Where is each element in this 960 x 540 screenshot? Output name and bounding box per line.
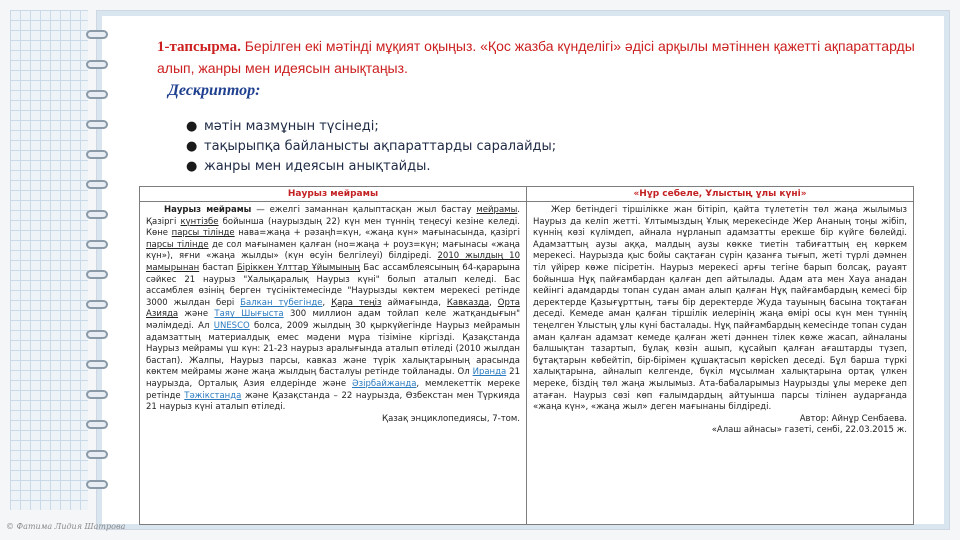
- link-kuntizbe[interactable]: күнтізбе: [180, 216, 219, 227]
- link-azerbaijan[interactable]: Әзірбайжанда: [351, 378, 417, 389]
- binder-ring-icon: [86, 30, 108, 39]
- bullet-icon: ●: [186, 139, 198, 154]
- link-un[interactable]: Біріккен Ұлттар Ұйымының: [236, 262, 361, 273]
- article-text: Жер бетіндегі тіршілікке жан бітіріп, қайта түлететін төл жаңа жылымыз Наурыз да келіп жетті. Ұлтымыздың Ұлық мерекесінде Жер Ананың тоңы жібіп, күннің көзі күлімдеп, айнала нұрланып адамзатты ерекше бір күйге бөлейді. Адамзаттың аузы аққа, малдың аузы көкке тиетін табиғаттың ең көркем мерекесі. Наурызда қыс бойы сақтаған сүрін қазанға тығып, жеті түрлі дәмнен тіл үйірер көже пісіретін. Наурыз мерекесі арғы тегіне барып болсақ, рауаят бойынша Нұқ пайғамбардан қалған деп айтылады. Адам ата мен Хауа анадан кейінгі адамдарды топан судан аман алып қалған Нұқ пайғамбардың кемесі бір деректерде Қазығұрттың, тағы бір деректерде Жуда тауының басына тоқтаған деседі. Кемеде аман қалған тіршілік иелерінің жаңа өмірі осы күн мен түннің теңелген Ұлыстың ұлы күні басталады. Нұқ пайғамбардың кемесінде топан судан аман қалған адамзат кемеде қалған жеті дәннен тілек көже жасап, айналаны балшықтан тазартып, бұлақ көзін ашып, құсайып қалған ағаштарды түзеп, бұтақтарын көбейтіп, бір-бірімен құшақтасып көрісken деседі. Бұл барша түркі халықтарына, айналып келгенде, бүкіл мұсылман халықтарына ортақ үлкен мереке, біздің төл жаңа жылымыз. Ата-бабаларымыз Наурызды ұлы мереке деп атаған. Наурыз сөзі көп ғалымдардың айтуынша парсы тілінен аударғанда «жаңа күн», «жаңа жыл» деген мағынаны білдіреді.: [533, 205, 907, 413]
- link-parsy-tili[interactable]: парсы тілінде: [171, 228, 235, 239]
- binder-ring-icon: [86, 330, 108, 339]
- bullet-icon: ●: [186, 119, 198, 134]
- binder-ring-icon: [86, 390, 108, 399]
- link-iran[interactable]: Иранда: [472, 367, 507, 378]
- descriptor-item: ● тақырыпқа байланысты ақпараттарды саралайды;: [186, 137, 556, 157]
- table-header: [140, 187, 913, 202]
- task-label: 1-тапсырма.: [157, 39, 241, 55]
- binder-ring-icon: [86, 480, 108, 489]
- descriptor-list: [186, 117, 556, 177]
- link-tajikistan[interactable]: Тәжікстанда: [184, 390, 242, 401]
- binder-ring-icon: [86, 420, 108, 429]
- bullet-icon: ●: [186, 159, 198, 174]
- descriptor-item: ● мәтін мазмұнын түсінеді;: [186, 117, 556, 137]
- author-signature: © Фатима Лидия Шатрова: [6, 522, 126, 531]
- link-unesco[interactable]: UNESCO: [213, 320, 250, 331]
- link-central-asia[interactable]: Орта Азияда: [146, 297, 520, 320]
- binder-ring-icon: [86, 210, 108, 219]
- binder-ring-icon: [86, 270, 108, 279]
- link-meiram[interactable]: мейрамы: [476, 205, 518, 215]
- task-text: Берілген екі мәтінді мұқият оқыңыз. «Қос жазба күнделігі» әдісі арқылы мәтіннен қажетті ақпараттарды алып, жанры мен идеясын анықтаңыз.: [157, 38, 915, 76]
- binder-ring-icon: [86, 60, 108, 69]
- binder-ring-icon: [86, 150, 108, 159]
- column-header-nauryz: Наурыз мейрамы: [287, 189, 379, 199]
- binder-ring-icon: [86, 240, 108, 249]
- link-middle-east[interactable]: Таяу Шығыста: [214, 309, 284, 320]
- task-instruction: [157, 36, 917, 79]
- binder-ring-icon: [86, 300, 108, 309]
- link-parsy-tili-2[interactable]: парсы тілінде: [146, 239, 209, 250]
- text-cell-encyclopedia: [140, 202, 526, 524]
- binder-ring-icon: [86, 360, 108, 369]
- link-2010-date[interactable]: 2010 жылдың 10 мамырынан: [146, 251, 520, 273]
- binder-ring-icon: [86, 180, 108, 189]
- article-source: «Алаш айнасы» газеті, сенбі, 22.03.2015 ж.: [711, 425, 907, 436]
- texts-table: [139, 186, 914, 525]
- column-header-nur-sebele: «Нұр себеле, Ұлыстың ұлы күні»: [526, 187, 913, 201]
- link-balkan[interactable]: Балкан түбегінде: [240, 297, 323, 308]
- link-caucasus[interactable]: Кавказда: [446, 297, 490, 308]
- binder-ring-icon: [86, 120, 108, 129]
- grid-paper-margin: [10, 10, 88, 510]
- link-black-sea[interactable]: Қара теңіз: [331, 297, 382, 308]
- binder-rings: [86, 30, 108, 510]
- binder-ring-icon: [86, 90, 108, 99]
- descriptor-title: Дескриптор:: [168, 82, 261, 99]
- descriptor-item: ● жанры мен идеясын анықтайды.: [186, 157, 556, 177]
- encyclopedia-source: Қазақ энциклопедиясы, 7-том.: [382, 413, 520, 424]
- encyclopedia-text: Наурыз мейрамы — ежелгі заманнан қалыптасқан жыл бастау мейрамы. Қазіргі күнтізбе бойынша (наурыздың 22) күн мен түннің теңесуі кезіне келеді. Көне парсы тілінде нава=жаңа + рәзаңһ=күн, «жаңа күн» мағынасында, қазіргі парсы тілінде де сол мағынамен қалған (но=жаңа + роуз=күн; мағынасы «жаңа күн»), яғни «жаңа жылды» (күн өсуін белгілеуі) білдіреді. 2010 жылдың 10 мамырынан бастап Біріккен Ұлттар Ұйымының Бас ассамблеясының 64-қарарына сәйкес 21 наурыз "Халықаралық Наурыз күні" болып аталып келеді. Бас ассамблея өзінің берген түсініктемесінде "Наурызды көктем мерекесі ретінде 3000 жылдан бері Балкан түбегінде, Қара теңіз аймағында, Кавказда, Орта Азияда және Таяу Шығыста 300 миллион адам тойлап келе жатқандығын" мәлімдеді. Ал UNESCO болса, 2009 жылдың 30 қыркүйегінде Наурыз мейрамын адамзаттың материалдық емес мәдени мұра тізіміне кіргізді. Қазақстанда Наурыз мейрамы үш күн: 21-23 наурыз аралығында аталып өтіледі (2010 жылдан бастап). Жалпы, Наурыз парсы, кавказ және түрік халықтарының арасында көктем мейрамы және жаңа жылдың басталуы ретінде тойланады. Ол Иранда 21 наурызда, Орталық Азия елдерінде және Әзірбайжанда, мемлекеттік мереке ретінде Тәжікстанда және Қазақстанда – 22 наурызда, Өзбекстан мен Түркияда 21 наурыз күні аталып өтіледі.: [146, 205, 521, 413]
- text-cell-article: [526, 202, 913, 524]
- table-body: [140, 202, 913, 524]
- binder-ring-icon: [86, 450, 108, 459]
- article-author: Автор: Айнұр Сенбаева.: [799, 413, 907, 424]
